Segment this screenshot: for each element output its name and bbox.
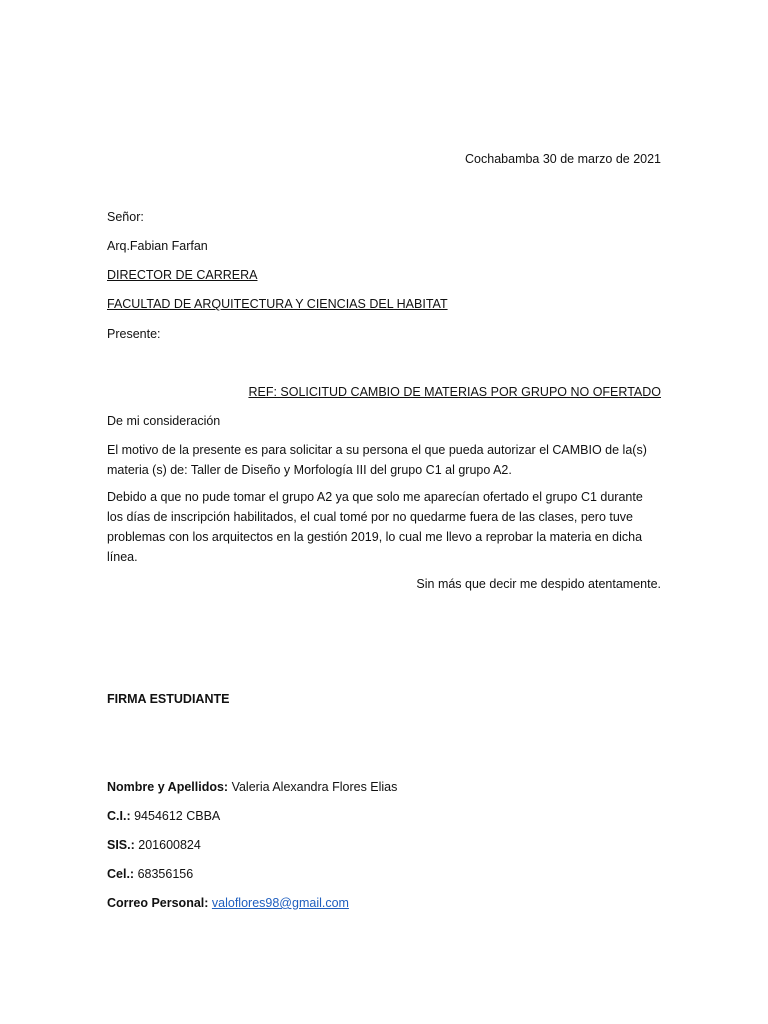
recipient-name: Arq.Fabian Farfan bbox=[107, 239, 208, 253]
student-cel-label: Cel.: bbox=[107, 867, 135, 881]
student-name-row bbox=[107, 779, 397, 795]
student-sis-row bbox=[107, 837, 201, 853]
greeting: De mi consideración bbox=[107, 414, 221, 428]
paragraph-reason-line: Debido a que no pude tomar el grupo A2 ya que solo me aparecían ofertado el grupo C1 durante bbox=[107, 490, 643, 504]
signature-label: FIRMA ESTUDIANTE bbox=[107, 692, 230, 706]
paragraph-request-line: El motivo de la presente es para solicitar a su persona el que pueda autorizar el CAMBIO de la(s) bbox=[107, 443, 647, 457]
student-name-label: Nombre y Apellidos: bbox=[107, 780, 229, 794]
student-ci-row bbox=[107, 808, 220, 824]
student-sis-label: SIS.: bbox=[107, 838, 135, 852]
presente-label: Presente: bbox=[107, 327, 161, 341]
student-name-value: Valeria Alexandra Flores Elias bbox=[228, 780, 398, 794]
student-cel-value: 68356156 bbox=[134, 867, 194, 881]
student-email-label: Correo Personal: bbox=[107, 896, 209, 910]
paragraph-reason-line: los días de inscripción habilitados, el cual tomé por no quedarme fuera de las clases, pero tuve bbox=[107, 510, 633, 524]
paragraph-request bbox=[107, 440, 667, 480]
closing-line: Sin más que decir me despido atentamente. bbox=[416, 577, 661, 591]
paragraph-request-line: materia (s) de: Taller de Diseño y Morfología III del grupo C1 al grupo A2. bbox=[107, 463, 512, 477]
student-email-link[interactable]: valoflores98@gmail.com bbox=[211, 896, 349, 910]
paragraph-reason-line: problemas con los arquitectos en la gestión 2019, lo cual me llevo a reprobar la materia en dicha bbox=[107, 530, 643, 544]
recipient-faculty: FACULTAD DE ARQUITECTURA Y CIENCIAS DEL HABITAT bbox=[107, 297, 448, 311]
student-email-row bbox=[107, 895, 349, 911]
paragraph-reason-line: línea. bbox=[107, 550, 138, 564]
recipient-role: DIRECTOR DE CARRERA bbox=[107, 268, 258, 282]
paragraph-reason bbox=[107, 487, 667, 567]
place-date: Cochabamba 30 de marzo de 2021 bbox=[465, 152, 661, 166]
student-ci-label: C.I.: bbox=[107, 809, 131, 823]
salutation-title: Señor: bbox=[107, 210, 144, 224]
reference-line: REF: SOLICITUD CAMBIO DE MATERIAS POR GRUPO NO OFERTADO bbox=[248, 385, 661, 399]
student-ci-value: 9454612 CBBA bbox=[130, 809, 221, 823]
student-cel-row bbox=[107, 866, 193, 882]
student-sis-value: 201600824 bbox=[134, 838, 201, 852]
